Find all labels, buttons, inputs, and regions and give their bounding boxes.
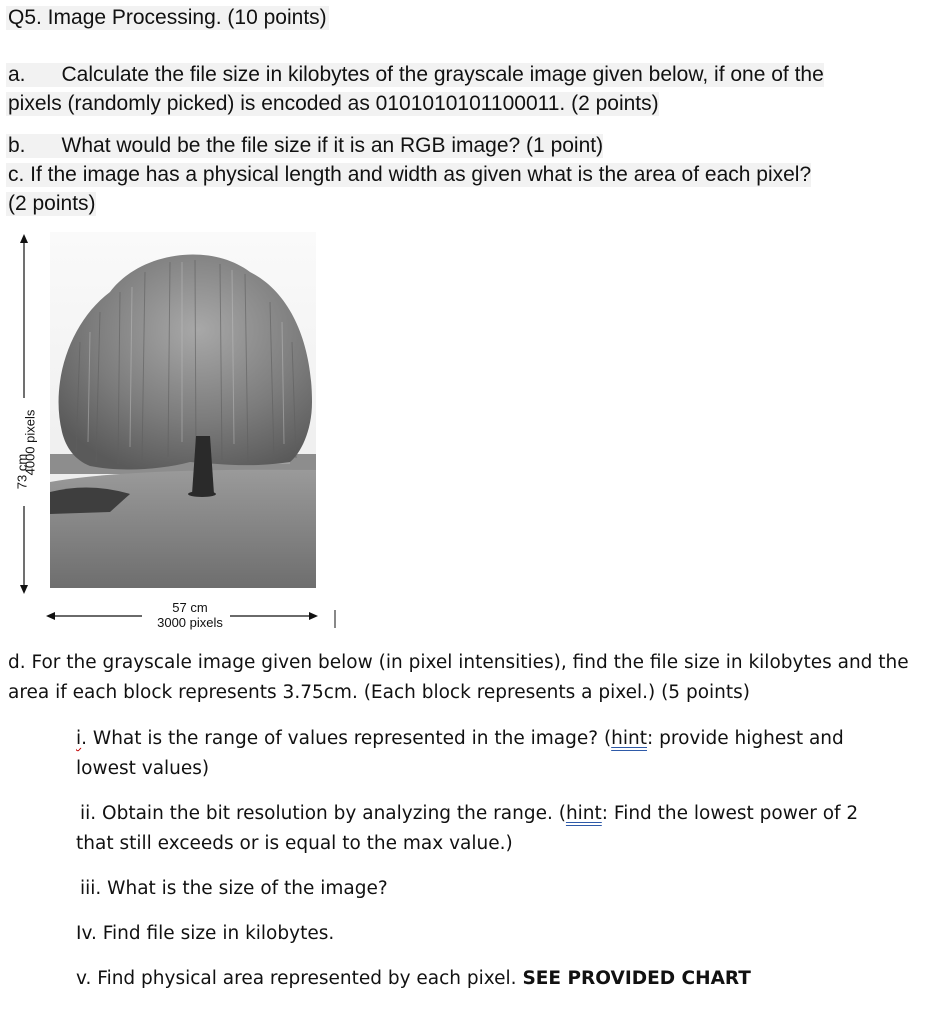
part-d-line1: d. For the grayscale image given below (in pixel intensities), find the file size in kilobytes and the xyxy=(8,652,909,673)
part-a-line2: pixels (randomly picked) is encoded as 0101010101100011. (2 points) xyxy=(8,92,659,115)
sub-i-hint: hint xyxy=(611,728,648,749)
part-b-text: What would be the file size if it is an RGB image? (1 point) xyxy=(61,134,604,157)
sub-iii-line: iii. What is the size of the image? xyxy=(80,878,388,899)
question-title: Q5. Image Processing. (10 points) xyxy=(8,6,327,29)
part-a-line1 xyxy=(6,63,824,87)
sub-i-line2: lowest values) xyxy=(76,758,210,779)
part-b-line xyxy=(6,134,603,158)
sub-v-bold-note: SEE PROVIDED CHART xyxy=(522,968,751,989)
part-c-line1: c. If the image has a physical length and width as given what is the area of each pixel? xyxy=(8,163,812,186)
part-d-line2: area if each block represents 3.75cm. (Each block represents a pixel.) (5 points) xyxy=(8,682,750,703)
sub-i-text-a: . What is the range of values represented in the image? ( xyxy=(81,728,612,749)
part-a-marker: a. xyxy=(8,63,26,86)
sub-iv-line: Iv. Find file size in kilobytes. xyxy=(76,923,335,944)
sub-ii-text-a: ii. Obtain the bit resolution by analyzing the range. ( xyxy=(80,803,566,824)
width-cm-label: 57 cm xyxy=(172,600,208,615)
figure xyxy=(0,228,360,638)
sub-v-line xyxy=(76,968,751,989)
part-b-marker: b. xyxy=(8,134,26,157)
height-cm-label: 73 cm xyxy=(14,453,30,490)
sub-i-numeral: i xyxy=(76,728,82,749)
width-px-label: 3000 pixels xyxy=(157,615,223,630)
willow-tree-photo xyxy=(50,232,316,588)
sub-ii-line1 xyxy=(80,803,858,824)
part-a-text: Calculate the file size in kilobytes of the grayscale image given below, if one of the xyxy=(61,63,824,86)
sub-ii-hint: hint xyxy=(565,803,602,824)
sub-ii-line2: that still exceeds or is equal to the max value.) xyxy=(76,833,513,854)
sub-i-text-b: : provide highest and xyxy=(647,728,844,749)
part-c-line2: (2 points) xyxy=(8,192,96,215)
height-px-label: 4000 pixels xyxy=(22,409,38,476)
sub-v-text: v. Find physical area represented by each pixel. xyxy=(76,968,517,989)
sub-ii-text-b: : Find the lowest power of 2 xyxy=(601,803,859,824)
sub-i-line1 xyxy=(76,728,844,749)
